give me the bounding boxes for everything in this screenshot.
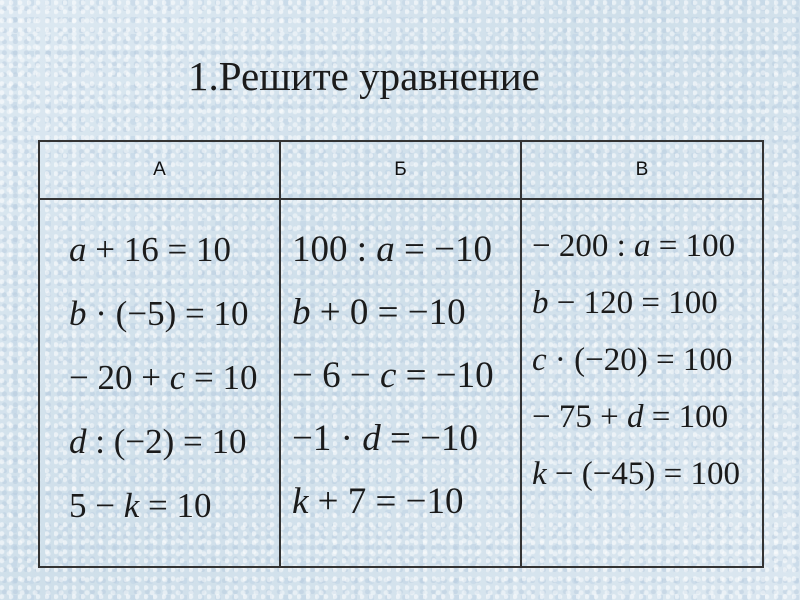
column-a-cell [39,199,280,567]
equation: − 20 + c = 10 [69,358,258,397]
equation: − 200 : a = 100 [531,228,736,264]
slide-title: 1.Решите уравнение [188,53,540,99]
equation: b − 120 = 100 [531,285,718,321]
equation: k + 7 = −10 [291,481,464,522]
equation: 5 − k = 10 [69,486,212,525]
equation: b · (−5) = 10 [69,294,249,333]
equation: b + 0 = −10 [291,292,466,333]
equation: 100 : a = −10 [291,229,493,270]
column-header-c: В [521,141,763,199]
equation: − 75 + d = 100 [531,399,729,435]
column-header-a: А [39,141,280,199]
equation-list-c [522,218,762,503]
equation: k − (−45) = 100 [531,456,740,492]
equation: − 6 − c = −10 [291,355,494,396]
equation-list-b [281,218,520,533]
equation: c · (−20) = 100 [531,342,733,378]
table-header-row [39,141,763,199]
table-body-row [39,199,763,567]
equation: a + 16 = 10 [69,230,231,269]
equation-list-a [40,218,279,538]
column-c-cell [521,199,763,567]
equations-table [38,140,764,568]
equation: −1 · d = −10 [291,418,478,459]
column-b-cell [280,199,521,567]
equation: d : (−2) = 10 [69,422,247,461]
column-header-b: Б [280,141,521,199]
